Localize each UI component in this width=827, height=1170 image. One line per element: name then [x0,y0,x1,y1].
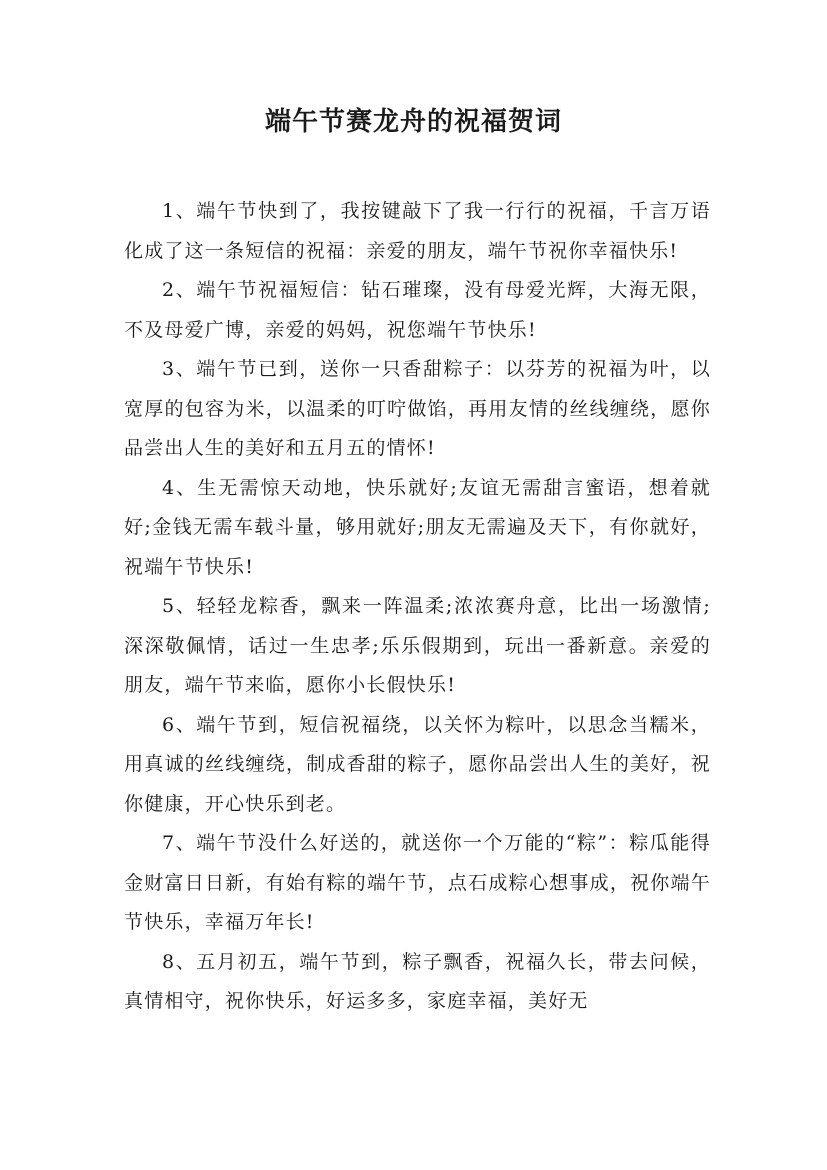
paragraph-8: 8、五月初五，端午节到，粽子飘香，祝福久长，带去问候，真情相守，祝你快乐，好运多多，家庭幸福，美好无 [124,950,711,1012]
paragraph-3: 3、端午节已到，送你一只香甜粽子：以芬芳的祝福为叶，以宽厚的包容为米，以温柔的叮咛做馅，再用友情的丝线缠绕，愿你品尝出人生的美好和五月五的情怀! [124,358,711,459]
document-body [124,192,711,1022]
page-title: 端午节赛龙舟的祝福贺词 [264,107,562,137]
paragraph-5: 5、轻轻龙粽香，飘来一阵温柔;浓浓赛舟意，比出一场激情;深深敬佩情，话过一生忠孝;乐乐假期到，玩出一番新意。亲爱的朋友，端午节来临，愿你小长假快乐! [124,595,711,696]
paragraph-7: 7、端午节没什么好送的，就送你一个万能的“粽”：粽瓜能得金财富日日新，有始有粽的端午节，点石成粽心想事成，祝你端午节快乐，幸福万年长! [124,832,711,933]
paragraph-6: 6、端午节到，短信祝福绕，以关怀为粽叶，以思念当糯米，用真诚的丝线缠绕，制成香甜的粽子，愿你品尝出人生的美好，祝你健康，开心快乐到老。 [124,713,711,815]
paragraph-1: 1、端午节快到了，我按键敲下了我一行行的祝福，千言万语化成了这一条短信的祝福：亲爱的朋友，端午节祝你幸福快乐! [124,200,711,262]
paragraph-2: 2、端午节祝福短信：钻石璀璨，没有母爱光辉，大海无限，不及母爱广博，亲爱的妈妈，祝您端午节快乐! [124,279,711,341]
paragraph-4: 4、生无需惊天动地，快乐就好;友谊无需甜言蜜语，想着就好;金钱无需车载斗量，够用就好;朋友无需遍及天下，有你就好，祝端午节快乐! [124,476,711,578]
